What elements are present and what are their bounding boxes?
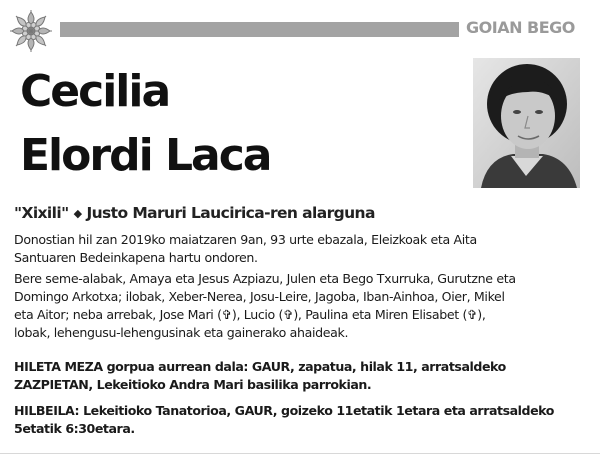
subtitle <box>14 204 375 222</box>
text-line: HILBEILA: Lekeitioko Tanatorioa, GAUR, goizeko 11etatik 1etara eta arratsaldeko <box>14 403 554 418</box>
spouse-relation: Justo Maruri Laucirica-ren alarguna <box>86 204 375 222</box>
diamond-separator-icon: ◆ <box>73 207 82 220</box>
portrait-photo <box>473 58 580 188</box>
text-line: lobak, lehengusu-lehengusinak eta gainerako ahaideak. <box>14 325 349 340</box>
nickname: "Xixili" <box>14 204 69 222</box>
funeral-mass-paragraph <box>14 358 586 394</box>
wake-paragraph <box>14 402 586 438</box>
deceased-first-name: Cecilia <box>20 66 170 117</box>
death-paragraph <box>14 231 586 267</box>
text-line: Donostian hil zan 2019ko maiatzaren 9an, 93 urte ebazala, Eleizkoak eta Aita <box>14 232 477 247</box>
text-line: Santuaren Bedeinkapena hartu ondoren. <box>14 250 258 265</box>
text-line: 5etatik 6:30etara. <box>14 421 135 436</box>
text-line: Bere seme-alabak, Amaya eta Jesus Azpiazu, Julen eta Bego Txurruka, Gurutzne eta <box>14 271 516 286</box>
family-paragraph <box>14 270 586 342</box>
deceased-surnames: Elordi Laca <box>20 130 271 181</box>
header-bar <box>60 22 459 37</box>
text-line: Domingo Arkotxa; ilobak, Xeber-Nerea, Josu-Leire, Jagoba, Iban-Ainhoa, Oier, Mikel <box>14 289 505 304</box>
floral-emblem-icon <box>6 6 56 56</box>
text-line: HILETA MEZA gorpua aurrean dala: GAUR, zapatua, hilak 11, arratsaldeko <box>14 359 506 374</box>
section-label: GOIAN BEGO <box>466 18 575 37</box>
text-line: ZAZPIETAN, Lekeitioko Andra Mari basilika parrokian. <box>14 377 372 392</box>
text-line: eta Aitor; neba arrebak, Jose Mari (✞), Lucio (✞), Paulina eta Miren Elisabet (✞), <box>14 307 486 322</box>
